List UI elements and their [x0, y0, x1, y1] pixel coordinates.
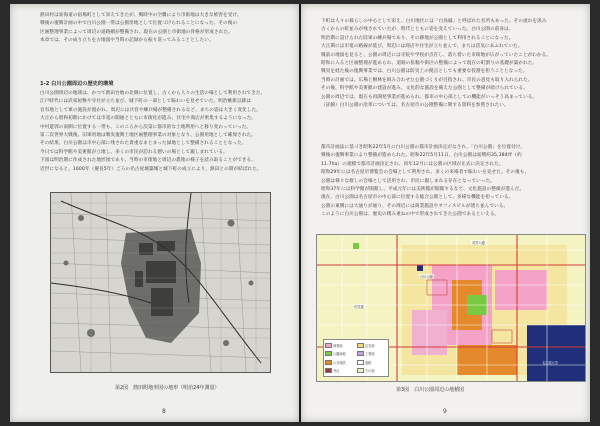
text-line: 本章では、その成り立ちを古地図や当時の記録から振り返ってみることとしたい。	[40, 38, 214, 44]
legend-item	[357, 350, 387, 358]
text-line: 区画整理事業によって周辺の道路網が整備され、現在の公園と市街地の骨格が形成された。	[40, 29, 233, 35]
text-line: 都市計画法に基づき昭和22年5月に白川公園の都市計画決定がなされ、「白川公園」を位置付け、	[321, 145, 526, 150]
legend-label: 商業地	[333, 343, 343, 348]
text-line: 戦災を経た後の復興事業では、白川公園は防災上の拠点としても重要な役割を担うこととなった。	[321, 69, 528, 75]
historical-map-drawing	[51, 193, 270, 372]
historical-map-figure	[50, 192, 271, 373]
text-line: 11.7ha）の規模で都市計画決定され、同年12月には公園の区域が正式に決定された。	[321, 161, 504, 167]
legend-label: その他	[365, 369, 375, 374]
figure-caption: 第3図 白川公園周辺の地積図	[396, 387, 465, 393]
legend-swatch	[325, 351, 332, 356]
text-line: 下町は人々の暮らしの中心として栄え、白川地区には「白鳥縁」と呼ばれた名所もあった。その流れを汲み	[321, 19, 547, 24]
legend-item	[325, 341, 355, 349]
text-line: 明治期に設けられた陸軍の練兵場であり、その跡地が公園として利用されることになった。	[321, 35, 514, 41]
middle-paragraph	[321, 144, 573, 220]
legend-item	[325, 367, 355, 375]
legend-item	[357, 341, 387, 349]
section-heading: 1-2 白川公園周辺の歴史的環境	[40, 81, 114, 87]
legend-label: 道路	[365, 360, 372, 365]
text-line: 戦後の復興計画の中で白川公園一帯は公園用地として位置づけられることになった。その後の	[40, 21, 238, 27]
legend-label: 工業地	[365, 352, 375, 357]
legend-swatch	[325, 368, 332, 373]
text-line: その後、科学館や美術館の建設が進み、文化的な施設を備えた公園として整備が続けられている。	[321, 86, 528, 92]
text-line: 戦後の復興事業により整備が進められた。昭和22年5月11日、白川公園は面積約35,384坪（約	[321, 153, 522, 159]
legend-swatch	[357, 368, 364, 373]
legend-item	[325, 350, 355, 358]
legend-label: 寺社	[333, 369, 340, 374]
page-number: 8	[162, 408, 166, 415]
legend-swatch	[357, 360, 364, 365]
text-line: 当時の計画では、広場と樹林を組み合わせた公園づくりが目指され、市民の意見も取り入れられた。	[321, 77, 533, 83]
legend-item	[325, 358, 355, 366]
text-line: 江戸時代には武家屋敷や寺社が立ち並び、城下町の一部として賑わいを見せていた。明治維新以降は	[40, 99, 252, 105]
text-line: 古くからの町並みが残されていたが、時代とともに姿を変えていった。白川公園の前身は、	[321, 27, 514, 33]
legend-item	[357, 367, 387, 375]
map-legend	[323, 339, 389, 377]
text-line: 現在、白川公園は名古屋市の中心部に位置する総合公園として、多様な機能を担っている。	[321, 195, 514, 201]
text-line: 昭和29年には名古屋市博覧会の会場として利用され、多くの来場者で賑わいを見せた。その後も、	[321, 170, 530, 176]
text-line: 中村遊郭の南側に位置する一帯も、このころから次第に都市的な土地利用へと移り変わっていった。	[40, 124, 252, 130]
text-line: 熱田村は東海道の宿場町として栄えてきたが、戦時中の空襲により市街地は大きな被害を受け、	[40, 13, 242, 18]
text-line: 下図は明治期に作成された地形図であり、当時の市街地と周辺の農地の様子を読み取ることができる。	[40, 158, 256, 164]
legend-swatch	[357, 351, 364, 356]
text-line: 公園は様々な催しの会場として活用され、市民に親しまれる存在となっていった。	[321, 178, 495, 184]
page-number: 9	[443, 408, 447, 415]
map-label-east: 名古屋大学	[542, 361, 558, 365]
text-line: 第二次世界大戦後、旧軍用地は戦災復興土地区画整理事業の対象となり、公園用地として確保された。	[40, 133, 256, 139]
legend-item	[357, 358, 387, 366]
map-label-west: 伏見通	[354, 305, 364, 309]
text-line: 大正期には市電の路線が延び、周辺には商店や住宅が立ち並んで、まちは活気にあふれていた。	[321, 44, 523, 50]
text-line: このように白川公園は、歴史の積み重ねの中で形成されてきた公園であるといえる。	[321, 212, 500, 218]
map-label-park: 白川公園	[420, 275, 433, 279]
text-line: 近世になると、1600年（慶長5年）ごろの名古屋城築城と城下町の成立により、熱田との間が結ばれた。	[40, 166, 262, 172]
legend-label: 公園緑地	[333, 352, 346, 357]
top-paragraph	[321, 18, 573, 110]
legend-label: 住宅地	[365, 343, 375, 348]
text-line: 官有地として軍の施設が置かれ、周辺には兵営や練兵場が整備されるなど、まちの姿は大きく変化した。	[40, 107, 261, 113]
text-line: 昭和37年には科学館が開館し、平成元年には美術館が開館するなど、文化施設の整備が進んだ。	[321, 187, 525, 193]
legend-label: 公共施設	[333, 360, 346, 365]
text-line: 白川公園周辺の地域は、かつて熱田台地の北側に位置し、古くから人々の生活の場として利用されてきた。	[40, 91, 266, 96]
text-line: （詳細）白川公園の沿革については、名古屋市の公園整備に関する資料を参照されたい。	[321, 103, 509, 109]
map-label-north: 若宮大通	[472, 241, 485, 245]
text-line: 大正から昭和初期にかけては市電の開通とともに市街化が進み、住宅や商店が密集するようになった。	[40, 116, 257, 122]
figure-caption: 第2図 熱田附地形図の地形（明治24年測量）	[115, 385, 220, 391]
legend-swatch	[325, 343, 332, 348]
legend-swatch	[357, 343, 364, 348]
text-line: 公園の周辺では、現在も再開発事業が進められ、都市の中心部としての機能がいっそう高まっている。	[321, 94, 538, 100]
right-page	[301, 4, 590, 422]
text-line: その結果、白川公園は市中心部に残された貴重なまとまった緑地として整備されることとなった。	[40, 141, 247, 147]
legend-swatch	[325, 360, 332, 365]
text-line: 昭和に入ると区画整理が進められ、道路の拡幅や街区の整備によって現在の町割りの基礎が築かれた。	[321, 61, 538, 67]
text-line: 公園の東側には大通りが通り、その周辺には商業施設やオフィスビルが建ち並んでいる。	[321, 203, 509, 209]
text-line: 今日では科学館や美術館が立地し、多くの市民が訪れる憩いの場として親しまれている。	[40, 149, 228, 155]
intro-paragraph	[40, 12, 280, 46]
left-page	[10, 4, 299, 422]
section-paragraph	[40, 90, 282, 174]
text-line: 戦前の地図を見ると、公園の周辺には寺院や学校が点在し、落ち着いた市街地が広がっていたことがわかる。	[321, 52, 551, 58]
